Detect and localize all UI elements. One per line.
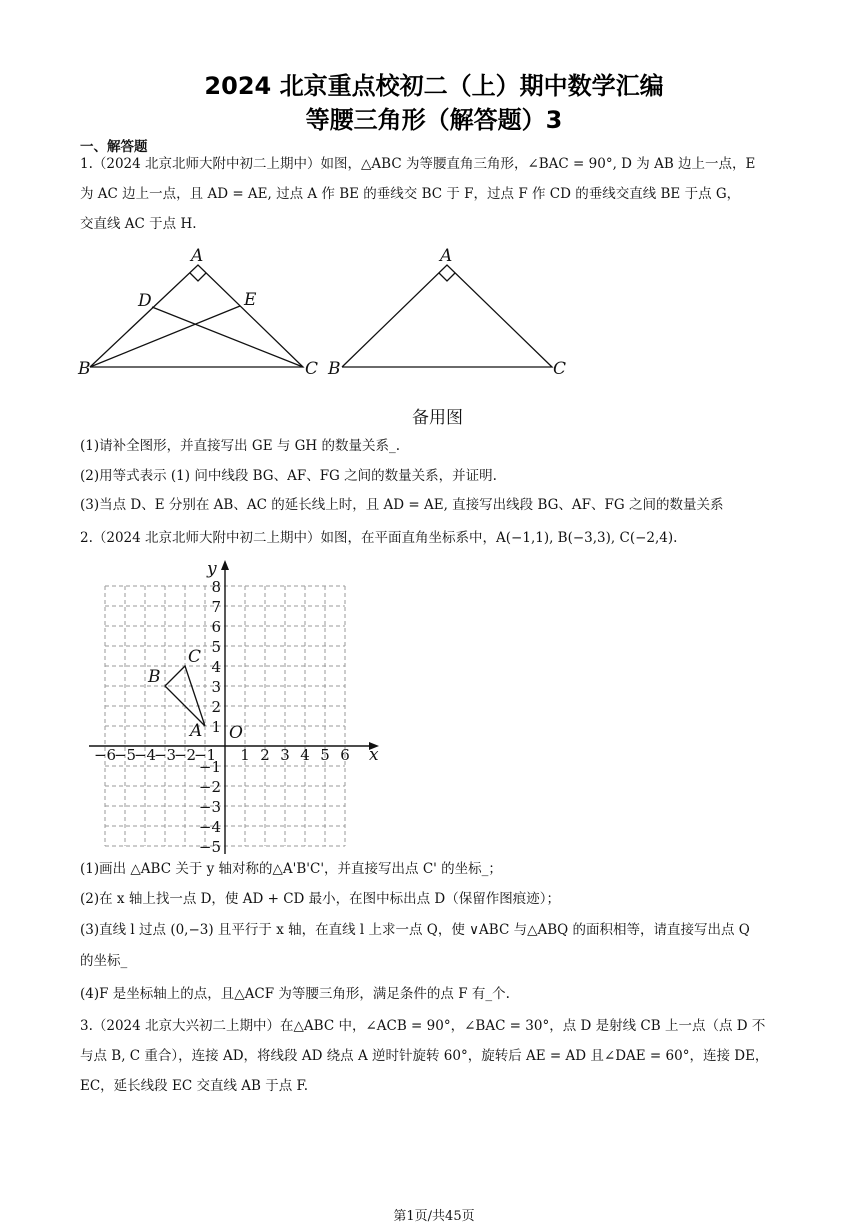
q1-part-2: (2)用等式表示 (1) 问中线段 BG、AF、FG 之间的数量关系，并证明.: [80, 468, 497, 484]
q3-line-3: EC，延长线段 EC 交直线 AB 于点 F.: [80, 1078, 309, 1094]
q2-part-3-cont: 的坐标_: [80, 953, 128, 969]
page-footer: 第1页/共45页: [393, 1209, 475, 1224]
point-b-label: B: [148, 667, 161, 687]
label-e: E: [244, 290, 257, 310]
section-heading: 一、解答题: [80, 139, 148, 155]
label-c: C: [305, 359, 319, 379]
x-tick-label: 3: [280, 746, 290, 764]
y-tick-label: 5: [211, 638, 221, 656]
q2-part-2: (2)在 x 轴上找一点 D，使 AD + CD 最小，在图中标出点 D（保留作图痕迹）；: [80, 891, 561, 907]
y-tick-label: −1: [198, 758, 221, 776]
x-tick-label: −6: [93, 746, 117, 764]
y-tick-label: 7: [211, 598, 221, 616]
y-tick-label: 8: [211, 578, 221, 596]
q1-part-3: (3)当点 D、E 分别在 AB、AC 的延长线上时，且 AD = AE, 直接写出线段 BG、AF、FG 之间的数量关系: [80, 497, 724, 513]
figure-caption: 备用图: [412, 408, 463, 428]
x-axis-label: x: [369, 745, 379, 765]
point-c-label: C: [188, 647, 202, 667]
q1-line-3: 交直线 AC 于点 H.: [80, 216, 197, 232]
y-tick-label: −2: [198, 778, 221, 796]
backup-label-c: C: [553, 359, 567, 379]
page-title-line2: 等腰三角形（解答题）3: [305, 106, 563, 134]
y-tick-label: 4: [211, 658, 221, 676]
origin-label: O: [229, 723, 243, 743]
backup-label-a: A: [440, 246, 453, 266]
x-tick-label: −4: [133, 746, 157, 764]
y-tick-label: 2: [211, 698, 221, 716]
q1-line-1: 1.（2024 北京北师大附中初二上期中）如图，△ABC 为等腰直角三角形，∠BAC = 90°, D 为 AB 边上一点，E: [80, 156, 756, 172]
label-a: A: [191, 246, 204, 266]
q2-part-1: (1)画出 △ABC 关于 y 轴对称的△A'B'C'，并直接写出点 C' 的坐标_；: [80, 861, 502, 877]
y-axis-arrow: [221, 560, 229, 570]
y-tick-label: −5: [198, 838, 221, 856]
backup-label-b: B: [328, 359, 341, 379]
q1-line-2: 为 AC 边上一点，且 AD = AE, 过点 A 作 BE 的垂线交 BC 于 F，过点 F 作 CD 的垂线交直线 BE 于点 G，: [80, 186, 741, 202]
x-tick-label: −1: [193, 746, 217, 764]
label-b: B: [78, 359, 91, 379]
x-tick-label: −3: [153, 746, 177, 764]
x-tick-label: 5: [320, 746, 330, 764]
y-tick-label: 3: [211, 678, 221, 696]
y-tick-label: 1: [211, 718, 221, 736]
x-tick-label: 4: [300, 746, 310, 764]
y-tick-label: 6: [211, 618, 221, 636]
page-title-line1: 2024 北京重点校初二（上）期中数学汇编: [204, 72, 664, 100]
x-tick-label: 2: [260, 746, 270, 764]
y-axis-label: y: [207, 559, 217, 579]
x-tick-label: −2: [173, 746, 197, 764]
x-tick-label: 6: [340, 746, 350, 764]
q2-part-4: (4)F 是坐标轴上的点，且△ACF 为等腰三角形，满足条件的点 F 有_个.: [80, 986, 510, 1002]
triangle-abc-plot: [165, 666, 205, 726]
y-tick-label: −3: [198, 798, 221, 816]
x-tick-label: 1: [240, 746, 250, 764]
q1-part-1: (1)请补全图形，并直接写出 GE 与 GH 的数量关系_.: [80, 438, 401, 454]
q2-intro: 2.（2024 北京北师大附中初二上期中）如图，在平面直角坐标系中，A(−1,1), B(−3,3), C(−2,4).: [80, 530, 678, 546]
label-d: D: [138, 291, 152, 311]
q2-part-3: (3)直线 l 过点 (0,−3) 且平行于 x 轴，在直线 l 上求一点 Q，使 ∨ABC 与△ABQ 的面积相等，请直接写出点 Q: [80, 922, 750, 938]
point-a-label: A: [190, 721, 203, 741]
y-tick-label: −4: [198, 818, 221, 836]
x-tick-label: −5: [113, 746, 137, 764]
q3-line-2: 与点 B, C 重合），连接 AD，将线段 AD 绕点 A 逆时针旋转 60°，旋转后 AE = AD 且∠DAE = 60°，连接 DE，: [80, 1048, 769, 1064]
q3-line-1: 3.（2024 北京大兴初二上期中）在△ABC 中，∠ACB = 90°，∠BAC = 30°，点 D 是射线 CB 上一点（点 D 不: [80, 1018, 766, 1034]
